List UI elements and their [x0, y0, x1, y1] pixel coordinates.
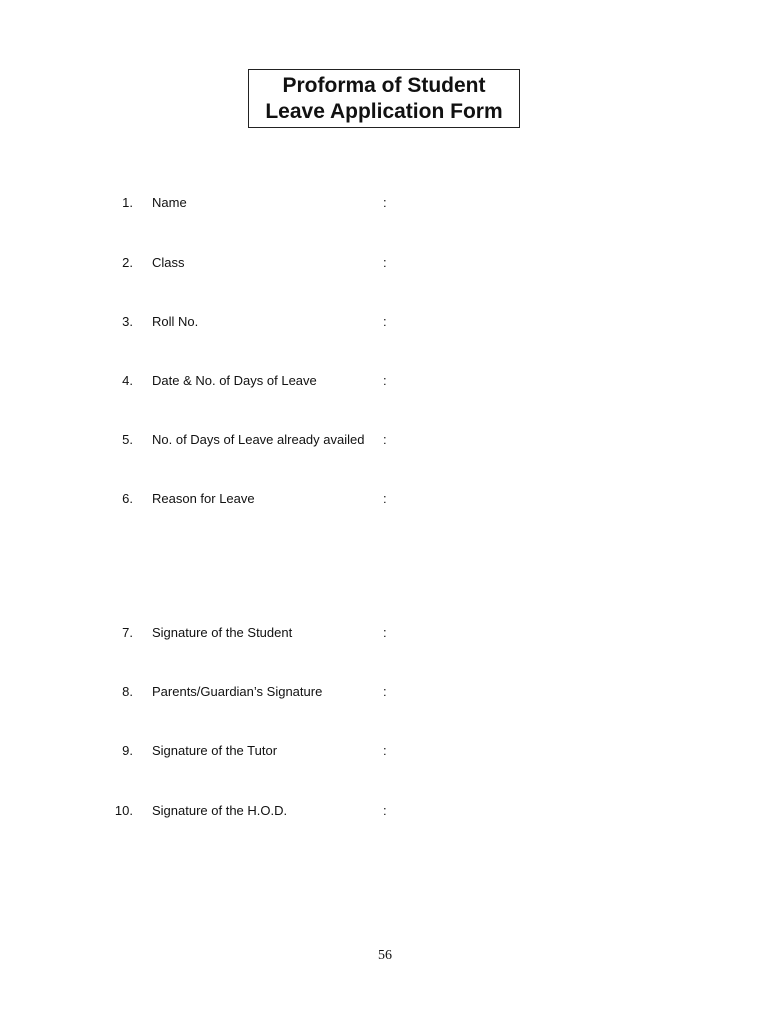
field-row-hod-signature: [0, 801, 770, 821]
field-label: Signature of the Student: [152, 625, 293, 640]
field-colon: :: [383, 432, 387, 447]
form-title-box: [248, 69, 520, 128]
field-number: 7.: [122, 625, 133, 640]
form-title-line-1: Proforma of Student: [282, 73, 486, 97]
field-number: 3.: [122, 314, 133, 329]
field-colon: :: [383, 625, 387, 640]
field-label: Date & No. of Days of Leave: [152, 373, 317, 388]
field-row-guardian-signature: [0, 682, 770, 702]
field-number: 9.: [122, 743, 133, 758]
field-row-tutor-signature: [0, 741, 770, 761]
field-number: 1.: [122, 195, 133, 210]
field-colon: :: [383, 373, 387, 388]
field-colon: :: [383, 684, 387, 699]
field-number: 10.: [114, 803, 133, 818]
field-number: 2.: [122, 255, 133, 270]
page-number: 56: [378, 948, 392, 963]
field-row-leave-dates: [0, 371, 770, 391]
field-row-reason: [0, 489, 770, 509]
field-colon: :: [383, 803, 387, 818]
field-colon: :: [383, 743, 387, 758]
field-number: 6.: [122, 491, 133, 506]
field-row-student-signature: [0, 623, 770, 643]
field-number: 5.: [122, 432, 133, 447]
field-row-roll-no: [0, 312, 770, 332]
field-row-leave-availed: [0, 430, 770, 450]
field-label: Name: [152, 195, 187, 210]
field-label: Signature of the H.O.D.: [152, 803, 288, 818]
field-colon: :: [383, 491, 387, 506]
field-number: 8.: [122, 684, 133, 699]
field-label: Parents/Guardian’s Signature: [152, 684, 323, 699]
field-colon: :: [383, 314, 387, 329]
field-row-name: [0, 193, 770, 213]
field-label: Roll No.: [152, 314, 199, 329]
field-label: No. of Days of Leave already availed: [152, 432, 365, 447]
field-row-class: [0, 253, 770, 273]
field-label: Class: [152, 255, 185, 270]
field-number: 4.: [122, 373, 133, 388]
form-title-line-2: Leave Application Form: [265, 99, 503, 123]
field-colon: :: [383, 255, 387, 270]
field-colon: :: [383, 195, 387, 210]
field-label: Signature of the Tutor: [152, 743, 278, 758]
field-label: Reason for Leave: [152, 491, 255, 506]
